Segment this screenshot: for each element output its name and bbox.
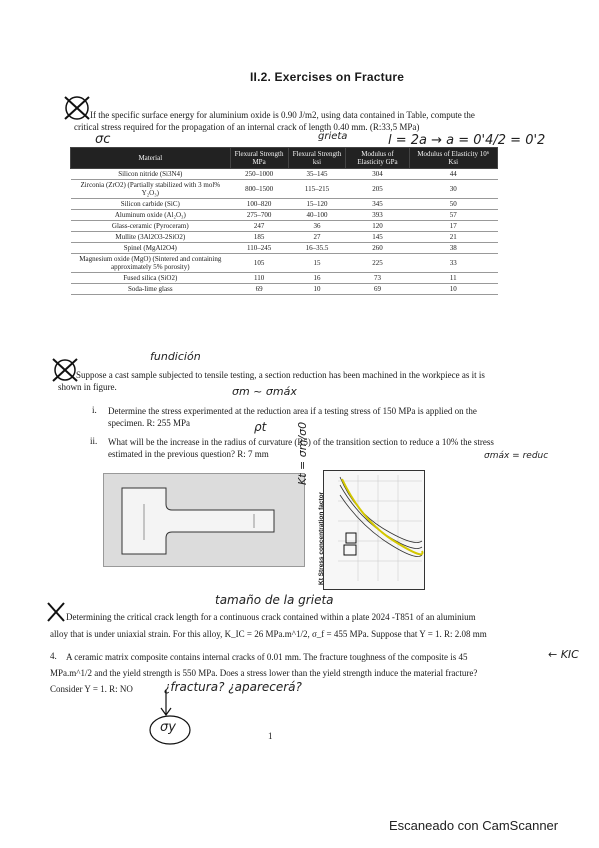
table-row xyxy=(71,221,498,232)
scanner-footer: Escaneado con CamScanner xyxy=(389,818,559,833)
arrow-down-icon xyxy=(158,690,174,716)
table-row xyxy=(71,169,498,180)
hand-grieta: grieta xyxy=(318,131,348,142)
value-cell: 30 xyxy=(409,180,497,199)
hand-sigma-max-reduc: σmáx = reduc xyxy=(484,451,549,461)
value-cell: 10 xyxy=(288,284,346,295)
q2-ii-label: ii. xyxy=(90,436,98,446)
value-cell: 16 xyxy=(288,273,346,284)
table-row xyxy=(71,232,498,243)
q2-line1: Suppose a cast sample subjected to tensile testing, a section reduction has been machined in the workpiece as it is xyxy=(76,370,485,380)
value-cell: 393 xyxy=(346,210,409,221)
value-cell: 120 xyxy=(346,221,409,232)
table-row xyxy=(71,254,498,273)
value-cell: 250–1000 xyxy=(230,169,288,180)
hand-sigma-c: σc xyxy=(95,132,111,147)
hand-tamano: tamaño de la grieta xyxy=(215,593,334,607)
value-cell: 38 xyxy=(409,243,497,254)
material-cell: Glass-ceramic (Pyroceram) xyxy=(71,221,231,232)
value-cell: 247 xyxy=(230,221,288,232)
page-title: II.2. Exercises on Fracture xyxy=(250,70,405,84)
value-cell: 110 xyxy=(230,273,288,284)
value-cell: 800–1500 xyxy=(230,180,288,199)
table-row xyxy=(71,243,498,254)
value-cell: 27 xyxy=(288,232,346,243)
value-cell: 16–35.5 xyxy=(288,243,346,254)
table-row xyxy=(71,273,498,284)
table-row xyxy=(71,210,498,221)
table-header: Modulus of Elasticity 10⁶ Ksi xyxy=(409,148,497,169)
q4-number: 4. xyxy=(50,651,57,661)
materials-table xyxy=(70,147,498,295)
material-cell: Magnesium oxide (MgO) (Sintered and containing approximately 5% porosity) xyxy=(71,254,231,273)
table-header: Flexural Strength ksi xyxy=(288,148,346,169)
table-row xyxy=(71,199,498,210)
value-cell: 57 xyxy=(409,210,497,221)
hand-fundicion: fundición xyxy=(150,350,201,363)
value-cell: 15 xyxy=(288,254,346,273)
value-cell: 304 xyxy=(346,169,409,180)
q3-line2: alloy that is under uniaxial strain. For this alloy, K_IC = 26 MPa.m^1/2, σ_f = 455 MPa. Suppose that Y = 1. R: 2.08 mm xyxy=(50,629,487,639)
value-cell: 345 xyxy=(346,199,409,210)
table-header: Material xyxy=(71,148,231,169)
table-header: Flexural Strength MPa xyxy=(230,148,288,169)
hand-sigma-y: σy xyxy=(160,720,176,735)
q4-line2: MPa.m^1/2 and the yield strength is 550 MPa. Does a stress lower than the yield strength induce the material fracture? xyxy=(50,668,478,678)
q2-i-line1: Determine the stress experimented at the reduction area if a testing stress of 150 MPa is applied on the xyxy=(108,406,477,416)
value-cell: 21 xyxy=(409,232,497,243)
cross-mark-icon xyxy=(62,94,92,122)
value-cell: 185 xyxy=(230,232,288,243)
value-cell: 10 xyxy=(409,284,497,295)
hand-kic: ← KIC xyxy=(548,648,579,661)
chart-ylabel: Kt Stress concentration factor xyxy=(318,491,325,585)
q4-line3: Consider Y = 1. R: NO xyxy=(50,684,133,694)
material-cell: Silicon carbide (SiC) xyxy=(71,199,231,210)
q3-line1: Determining the critical crack length for a continuous crack contained within a plate 2024 -T851 of an aluminium xyxy=(66,612,476,622)
value-cell: 145 xyxy=(346,232,409,243)
specimen-figure xyxy=(103,473,305,567)
value-cell: 110–245 xyxy=(230,243,288,254)
table-row xyxy=(71,284,498,295)
material-cell: Spinel (MgAl2O4) xyxy=(71,243,231,254)
value-cell: 33 xyxy=(409,254,497,273)
value-cell: 115–215 xyxy=(288,180,346,199)
value-cell: 40–100 xyxy=(288,210,346,221)
material-cell: Soda-lime glass xyxy=(71,284,231,295)
q2-ii-line1: What will be the increase in the radius of curvature (R5) of the transition section to reduce a 10% the stress xyxy=(108,437,494,447)
page-number: 1 xyxy=(268,731,273,741)
kt-chart xyxy=(323,470,425,590)
hand-formula: l = 2a → a = 0'4/2 = 0'2 xyxy=(388,133,546,148)
hand-kt-formula: Kt = σm/σ0 xyxy=(296,421,309,485)
table-row xyxy=(71,180,498,199)
value-cell: 35–145 xyxy=(288,169,346,180)
value-cell: 17 xyxy=(409,221,497,232)
q1-line2: critical stress required for the propagation of an internal crack of length 0.40 mm. (R:33,5 MPa) xyxy=(74,122,420,132)
q2-line2: shown in figure. xyxy=(58,382,117,392)
cross-mark-icon xyxy=(46,601,66,623)
material-cell: Fused silica (SiO2) xyxy=(71,273,231,284)
value-cell: 260 xyxy=(346,243,409,254)
value-cell: 50 xyxy=(409,199,497,210)
value-cell: 100–820 xyxy=(230,199,288,210)
specimen-drawing xyxy=(104,474,304,566)
material-cell: Aluminum oxide (Al₂O₃) xyxy=(71,210,231,221)
kt-chart-curves xyxy=(324,471,424,589)
value-cell: 275–700 xyxy=(230,210,288,221)
value-cell: 69 xyxy=(230,284,288,295)
material-cell: Mullite (3Al2O3-2SiO2) xyxy=(71,232,231,243)
value-cell: 36 xyxy=(288,221,346,232)
table-header-row xyxy=(71,148,498,169)
q2-i-line2: specimen. R: 255 MPa xyxy=(108,418,190,428)
value-cell: 225 xyxy=(346,254,409,273)
value-cell: 44 xyxy=(409,169,497,180)
value-cell: 69 xyxy=(346,284,409,295)
value-cell: 205 xyxy=(346,180,409,199)
q1-line1: If the specific surface energy for aluminium oxide is 0.90 J/m2, using data contained in Table, compute the xyxy=(90,110,475,120)
value-cell: 73 xyxy=(346,273,409,284)
q2-ii-line2: estimated in the previous question? R: 7 mm xyxy=(108,449,269,459)
hand-sigma-max: σm ~ σmáx xyxy=(232,385,297,398)
hand-fractura: ¿fractura? ¿aparecerá? xyxy=(164,680,302,694)
value-cell: 105 xyxy=(230,254,288,273)
value-cell: 11 xyxy=(409,273,497,284)
q2-i-label: i. xyxy=(92,405,97,415)
material-cell: Silicon nitride (Si3N4) xyxy=(71,169,231,180)
value-cell: 15–120 xyxy=(288,199,346,210)
q4-line1: A ceramic matrix composite contains internal cracks of 0.01 mm. The fracture toughness of the composite is 45 xyxy=(66,652,468,662)
material-cell: Zirconia (ZrO2) (Partially stabilized with 3 mol% Y₂O₃) xyxy=(71,180,231,199)
table-header: Modulus of Elasticity GPa xyxy=(346,148,409,169)
hand-rho-t: ρt xyxy=(254,420,267,434)
